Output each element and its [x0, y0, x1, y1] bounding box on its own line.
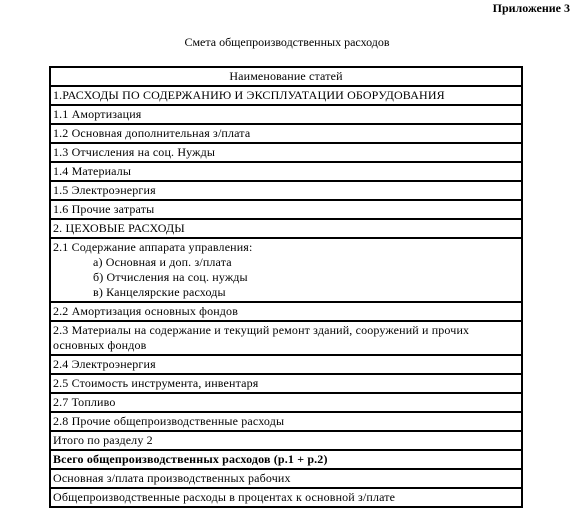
table-row — [51, 322, 521, 356]
row-text: 2.1 Содержание аппарата управления: — [53, 240, 253, 254]
row-text: 1.РАСХОДЫ ПО СОДЕРЖАНИЮ И ЭКСПЛУАТАЦИИ ОБОРУДОВАНИЯ — [53, 88, 445, 102]
table-row — [51, 125, 521, 144]
row-text: 2.2 Амортизация основных фондов — [53, 304, 239, 318]
table-row — [51, 144, 521, 163]
table-row — [51, 303, 521, 322]
table-row — [51, 220, 521, 239]
row-text: 1.3 Отчисления на соц. Нужды — [53, 145, 216, 159]
table-row — [51, 87, 521, 106]
row-text: Общепроизводственные расходы в процентах к основной з/плате — [53, 490, 396, 504]
row-text: 2.3 Материалы на содержание и текущий ремонт зданий, сооружений и прочих основных фондов — [53, 323, 470, 352]
row-subitem: а) Основная и доп. з/плата — [93, 255, 232, 269]
table-row — [51, 201, 521, 220]
row-text: 1.1 Амортизация — [53, 107, 142, 121]
document-title: Смета общепроизводственных расходов — [184, 35, 390, 49]
table-header: Наименование статей — [51, 68, 521, 87]
row-text: 1.5 Электроэнергия — [53, 183, 156, 197]
table-row — [51, 413, 521, 432]
row-text: 2.4 Электроэнергия — [53, 357, 156, 371]
row-text: 1.6 Прочие затраты — [53, 202, 155, 216]
row-text: Итого по разделу 2 — [53, 433, 153, 447]
row-text: Всего общепроизводственных расходов (р.1 + р.2) — [53, 452, 328, 466]
table-row — [51, 375, 521, 394]
table-row — [51, 432, 521, 451]
row-subitem: в) Канцелярские расходы — [93, 285, 226, 299]
row-text: 2.7 Топливо — [53, 395, 116, 409]
estimate-table — [49, 66, 523, 508]
table-row — [51, 489, 521, 506]
row-text: Основная з/плата производственных рабочих — [53, 471, 291, 485]
table-row — [51, 106, 521, 125]
table-row-total — [51, 451, 521, 470]
table-row — [51, 239, 521, 303]
row-text: 1.4 Материалы — [53, 164, 132, 178]
row-text: 2.5 Стоимость инструмента, инвентаря — [53, 376, 259, 390]
table-row — [51, 182, 521, 201]
table-row — [51, 163, 521, 182]
row-text: 2. ЦЕХОВЫЕ РАСХОДЫ — [53, 221, 185, 235]
table-row — [51, 394, 521, 413]
appendix-label: Приложение 3 — [492, 1, 570, 15]
row-text: 1.2 Основная дополнительная з/плата — [53, 126, 251, 140]
table-row — [51, 470, 521, 489]
row-text: 2.8 Прочие общепроизводственные расходы — [53, 414, 285, 428]
table-row — [51, 356, 521, 375]
row-subitem: б) Отчисления на соц. нужды — [93, 270, 248, 284]
